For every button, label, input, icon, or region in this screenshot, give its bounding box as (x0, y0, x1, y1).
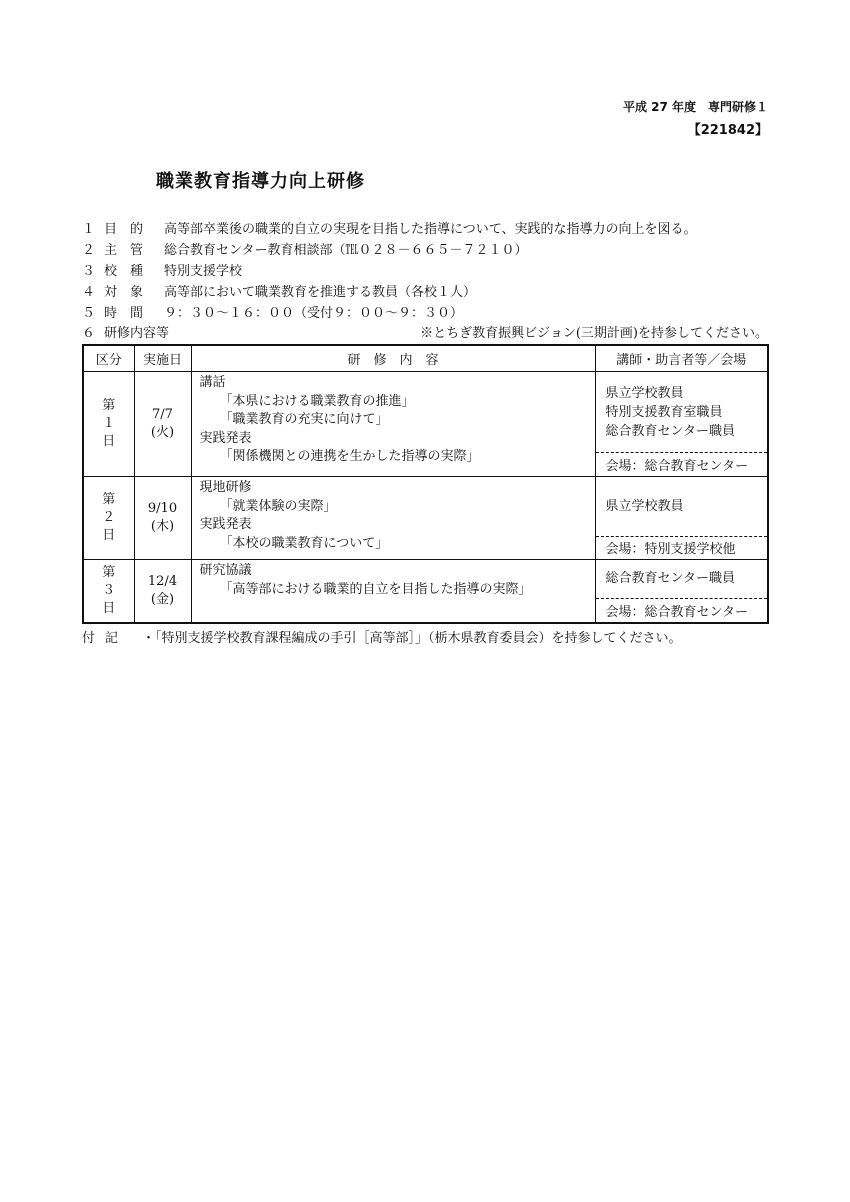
item-text: 特別支援学校 (164, 264, 243, 279)
content-line: 実践発表 (199, 430, 252, 446)
item-text: ９：３０～１６：００（受付９：００～９：３０） (164, 306, 464, 321)
date-cell (134, 560, 191, 624)
item-number: ５ (82, 306, 96, 321)
table-row (83, 477, 768, 537)
table-row (83, 560, 768, 599)
content-line: 「高等部における職業的自立を目指した指導の実際」 (219, 581, 532, 597)
table-row (83, 372, 768, 453)
day-char: ３ (102, 583, 116, 598)
content-line: 「本校の職業教育について」 (219, 535, 389, 551)
item-label: 主 管 (104, 243, 144, 258)
item-label: 校 種 (104, 264, 144, 279)
content-line: 「関係機関との連携を生かした指導の実際」 (219, 449, 480, 464)
item-number: ６ (82, 326, 96, 341)
footnote-label: 付記 (82, 631, 129, 646)
day-char: １ (102, 416, 116, 431)
date-cell (134, 477, 191, 560)
lecturer-cell (595, 477, 768, 537)
venue-cell: 会場：総合教育センター (595, 598, 768, 623)
lecturer: 特別支援教育室職員 (605, 404, 723, 420)
item-number: ４ (82, 285, 96, 300)
content-line: 「本県における職業教育の推進」 (219, 393, 415, 409)
header-date: 実施日 (134, 345, 191, 372)
item-number: １ (82, 222, 96, 237)
date-cell (134, 372, 191, 477)
header-lecturer: 講師・助言者等／会場 (595, 345, 768, 372)
item-label: 対 象 (104, 285, 144, 300)
header-meta: 平成 27 年度 専門研修１ (622, 100, 768, 114)
item-time (82, 304, 463, 324)
item-number: ２ (82, 243, 96, 258)
content-line: 「職業教育の充実に向けて」 (219, 412, 389, 427)
lecturer-cell (595, 372, 768, 453)
item-target (82, 283, 476, 303)
weekday: (金) (150, 592, 175, 607)
schedule-table (82, 344, 769, 624)
date-value: 7/7 (152, 407, 173, 422)
day-cell (83, 372, 134, 477)
item-label: 研修内容等 (104, 326, 170, 341)
content-line: 実践発表 (199, 517, 252, 532)
day-char: 日 (102, 528, 116, 543)
item-organizer (82, 241, 527, 261)
day-cell (83, 560, 134, 624)
lecturer-cell (595, 560, 768, 599)
item-contents (82, 324, 169, 344)
item-label: 目 的 (104, 222, 144, 237)
day-char: 日 (102, 434, 116, 449)
lecturer: 総合教育センター職員 (605, 571, 735, 587)
content-cell (191, 372, 595, 477)
item-number: ３ (82, 264, 96, 279)
content-line: 研究協議 (199, 563, 252, 578)
day-char: 日 (102, 601, 116, 616)
item-school-type (82, 262, 242, 282)
item-text: 高等部卒業後の職業的自立の実現を目指した指導について、実践的な指導力の向上を図る。 (164, 222, 697, 237)
header-division: 区分 (83, 345, 134, 372)
footnote (82, 627, 682, 646)
content-line: 講話 (199, 375, 226, 390)
page-title: 職業教育指導力向上研修 (156, 171, 365, 192)
day-char: 第 (102, 565, 116, 580)
weekday: (木) (150, 519, 175, 534)
header-content: 研 修 内 容 (191, 345, 595, 372)
date-value: 12/4 (147, 574, 178, 589)
course-code: 【221842】 (687, 123, 768, 138)
date-value: 9/10 (147, 501, 178, 516)
table-header-row (83, 345, 768, 372)
content-cell (191, 560, 595, 624)
content-line: 現地研修 (199, 480, 252, 495)
day-char: 第 (102, 398, 116, 413)
day-cell (83, 477, 134, 560)
lecturer: 県立学校教員 (605, 498, 684, 514)
weekday: (火) (150, 425, 175, 440)
venue-cell: 会場：特別支援学校他 (595, 536, 768, 559)
lecturer: 県立学校教員 (605, 385, 684, 401)
footnote-text: ・「特別支援学校教育課程編成の手引［高等部］」（栃木県教育委員会）を持参してください。 (142, 631, 682, 646)
item-text: 高等部において職業教育を推進する教員（各校１人） (164, 285, 477, 300)
content-cell (191, 477, 595, 560)
day-char: 第 (102, 492, 116, 507)
bring-vision-note: ※とちぎ教育振興ビジョン(三期計画)を持参してください。 (420, 326, 768, 341)
item-text: 総合教育センター教育相談部（℡０２８－６６５－７２１０） (164, 243, 528, 258)
item-label: 時 間 (104, 306, 144, 321)
lecturer: 総合教育センター職員 (605, 423, 735, 439)
item-purpose (82, 220, 696, 240)
venue-cell: 会場：総合教育センター (595, 453, 768, 477)
content-line: 「就業体験の実際」 (219, 498, 337, 514)
day-char: ２ (102, 510, 116, 525)
